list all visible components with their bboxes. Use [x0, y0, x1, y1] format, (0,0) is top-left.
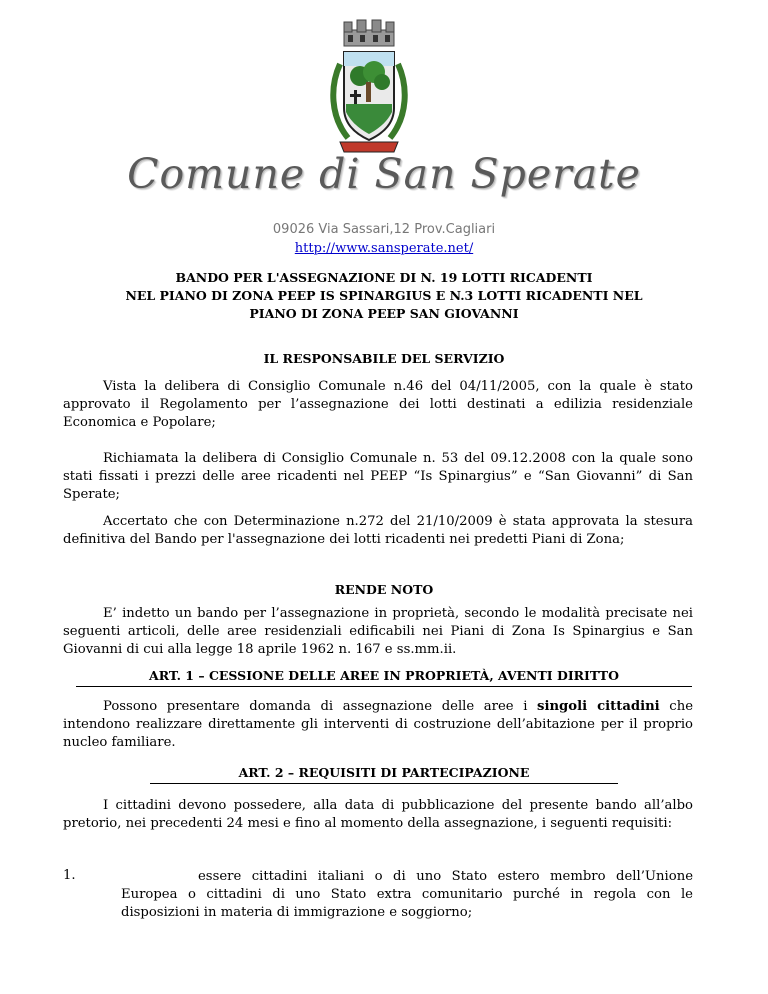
title-line: BANDO PER L'ASSEGNAZIONE DI N. 19 LOTTI RICADENTI	[175, 270, 593, 285]
title-line: NEL PIANO DI ZONA PEEP IS SPINARGIUS E N.3 LOTTI RICADENTI NEL	[125, 288, 643, 303]
article-1-bold-text: singoli cittadini	[537, 699, 660, 714]
article-1-text-start: Possono presentare domanda di assegnazione delle aree i	[103, 699, 538, 714]
article-1-heading: ART. 1 – CESSIONE DELLE AREE IN PROPRIETÀ, AVENTI DIRITTO	[76, 668, 692, 687]
paragraph-richiamata: Richiamata la delibera di Consiglio Comunale n. 53 del 09.12.2008 con la quale sono stati fissati i prezzi delle aree ricadenti nel PEEP “Is Spinargius” e “San Giovanni” di San Sperate;	[63, 451, 693, 502]
article-2-text: I cittadini devono possedere, alla data di pubblicazione del presente bando all’albo pretorio, nei precedenti 24 mesi e fino al momento della assegnazione, i seguenti requisiti:	[63, 798, 693, 831]
paragraph-vista: Vista la delibera di Consiglio Comunale n.46 del 04/11/2005, con la quale è stato approvato il Regolamento per l’assegnazione dei lotti destinati a edilizia residenziale Economica e Popolare;	[63, 379, 693, 430]
list-item-text: essere cittadini italiani o di uno Stato estero membro dell’Unione Europea o cittadini di uno Stato extra comunitario purché in regola con le disposizioni in materia di immigrazione e soggiorno;	[121, 869, 693, 920]
list-item-number: 1.	[63, 868, 76, 883]
municipality-logo-text: Comune di San Sperate	[127, 150, 641, 198]
title-line: PIANO DI ZONA PEEP SAN GIOVANNI	[249, 306, 519, 321]
municipal-coat-of-arms	[326, 16, 412, 162]
paragraph-accertato: Accertato che con Determinazione n.272 del 21/10/2009 è stata approvata la stesura definitiva del Bando per l'assegnazione dei lotti ricadenti nei predetti Piani di Zona;	[63, 514, 693, 547]
article-1-text-end: che intendono realizzare direttamente gli interventi di costruzione dell’abitazione per il proprio nucleo familiare.	[63, 699, 693, 750]
article-2-heading: ART. 2 – REQUISITI DI PARTECIPAZIONE	[150, 765, 618, 784]
rende-noto-heading: RENDE NOTO	[334, 582, 434, 597]
article-1-text	[63, 698, 693, 752]
website-link[interactable]: http://www.sansperate.net/	[294, 241, 474, 256]
document-title	[60, 269, 708, 323]
address-line: 09026 Via Sassari,12 Prov.Cagliari	[272, 222, 496, 237]
responsabile-heading: IL RESPONSABILE DEL SERVIZIO	[263, 351, 505, 366]
intro-paragraph: E’ indetto un bando per l’assegnazione in proprietà, secondo le modalità precisate nei seguenti articoli, delle aree residenziali edificabili nei Piani di Zona Is Spinargius e San Giovanni di cui alla legge 18 aprile 1962 n. 167 e ss.mm.ii.	[63, 606, 693, 657]
